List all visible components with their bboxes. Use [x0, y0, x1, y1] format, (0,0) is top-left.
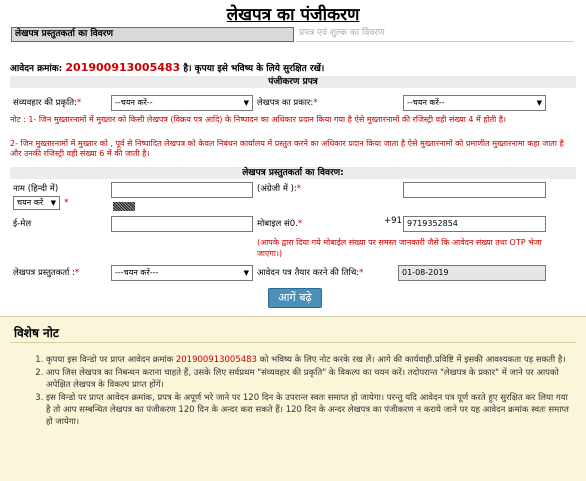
- application-number-line: [10, 61, 324, 74]
- chevron-down-icon: ▼: [243, 269, 249, 277]
- name-hindi-input[interactable]: [111, 182, 253, 198]
- keyboard-icon[interactable]: [113, 202, 135, 211]
- tab-presenter-details[interactable]: लेखपत्र प्रस्तुतकर्ता का विवरण: [11, 27, 294, 42]
- mobile-label: मोबाइल सं0.*: [257, 219, 303, 229]
- application-suffix: है। कृपया इसे भविष्य के लिये सुरक्षित रखें।: [183, 64, 325, 74]
- document-type-select[interactable]: --चयन करें-- ▼: [403, 95, 546, 111]
- chevron-down-icon: ▼: [243, 99, 249, 107]
- registration-note-1: नोट : 1- जिन मुख्तारनामों में मुख्तार को किसी लेखपत्र (विक्रय पत्र आदि) के निष्पादन का अधिकार प्रदान किया गया है ऐसे मुख्तारनामों की रजिस्ट्री वही संख्या 4 में होती है।: [10, 115, 507, 124]
- name-hindi-label: नाम (हिन्दी में): [13, 184, 59, 194]
- chevron-down-icon: ▼: [536, 99, 542, 107]
- application-prefix: आवेदन क्रमांक:: [10, 64, 63, 74]
- list-item: 1. कृपया इस विन्डो पर प्राप्त आवेदन क्रमांक 201900913005483 को भविष्य के लिए नोट करके रख लें। आगे की कार्यवाही.प्रविष्टि में इसकी आवश्यकता पड़ सकती है।: [46, 354, 570, 366]
- transaction-nature-select[interactable]: --चयन करें-- ▼: [111, 95, 253, 111]
- presenter-select[interactable]: ---चयन करें--- ▼: [111, 265, 253, 281]
- list-item: 3. इस विन्डो पर प्राप्त आवेदन क्रमांक, प्रपत्र के अपूर्ण भरे जाने पर 120 दिन के उपरान्त स्वतः समाप्त हो जायेगा। परन्तु यदि आवेदन पत्र पूर्ण करते हुए सुरक्षित कर लिया गया है तो आप सम्बन्धित लेखपत्र का पंजीकरण 120 दिन के अन्दर करा सकते हैं। 120 दिन के अन्दर लेखपत्र का पंजीकरण न कराये जाने पर यह आवेदन क्रमांक स्वतः समाप्त हो जायेगा।: [46, 392, 570, 428]
- language-select[interactable]: चयन करें ▼: [13, 196, 60, 210]
- name-english-input[interactable]: [403, 182, 546, 198]
- special-note-list: [30, 354, 570, 429]
- divider: [10, 342, 576, 343]
- email-label: ई-मेल: [13, 219, 32, 229]
- email-input[interactable]: [111, 216, 253, 232]
- application-date-label: आवेदन पत्र तैयार करने की तिथि:*: [257, 268, 364, 278]
- required-marker: *: [64, 198, 69, 208]
- tab-form-fee-details[interactable]: प्रपत्र एवं शुल्क का विवरण: [296, 27, 574, 42]
- application-date-input[interactable]: 01-08-2019: [398, 265, 546, 281]
- mobile-input[interactable]: 9719352854: [403, 216, 546, 232]
- special-note-title: विशेष नोट: [14, 326, 59, 340]
- document-type-label: लेखपत्र का प्रकार:*: [257, 98, 318, 108]
- list-item: 2. आप जिस लेखपत्र का निबन्धन कराना चाहते हैं, उसके लिए सर्वप्रथम "संव्यवहार की प्रकृति" के विकल्प का चयन करें। तदोपरान्त "लेखपत्र के प्रकार" में जाने पर आपको अपेक्षित लेखपत्र के विकल्प प्राप्त होंगें।: [46, 367, 570, 391]
- application-number: 201900913005483: [65, 61, 181, 74]
- chevron-down-icon: ▼: [50, 199, 56, 207]
- mobile-hint: (आपके द्वारा दिया गये मोबाईल संख्या पर समस्त जानकारी जैसे कि आवेदन संख्या तथा OTP भेजा जाएगा।): [257, 238, 542, 258]
- page-title: लेखपत्र का पंजीकरण: [226, 5, 360, 25]
- name-english-label: (अंग्रेजी में ):*: [257, 184, 302, 194]
- presenter-label: लेखपत्र प्रस्तुतकर्ता :*: [13, 268, 80, 278]
- registration-form-heading: पंजीकरण प्रपत्र: [10, 76, 576, 88]
- next-button[interactable]: आगें बढ़े: [268, 288, 322, 308]
- country-code: +91: [384, 216, 402, 226]
- registration-note-2: 2- जिन मुख्तारनामों में मुख्तार को , पूर्व से निष्पादित लेखपत्र को केवल निबंधन कार्यालय में प्रस्तुत करने का अधिकार प्रदान किया जाता है ऐसे मुख्तारनामों को प्रमाणीत मुख्तारनामा कहा जाता है और उनकी रजिस्ट्री वही संख्या 6 में की जाती है।: [10, 139, 564, 158]
- presenter-details-heading: लेखपत्र प्रस्तुतकर्ता का विवरण:: [10, 167, 576, 179]
- transaction-nature-label: संव्यवहार की प्रकृति:*: [13, 98, 82, 108]
